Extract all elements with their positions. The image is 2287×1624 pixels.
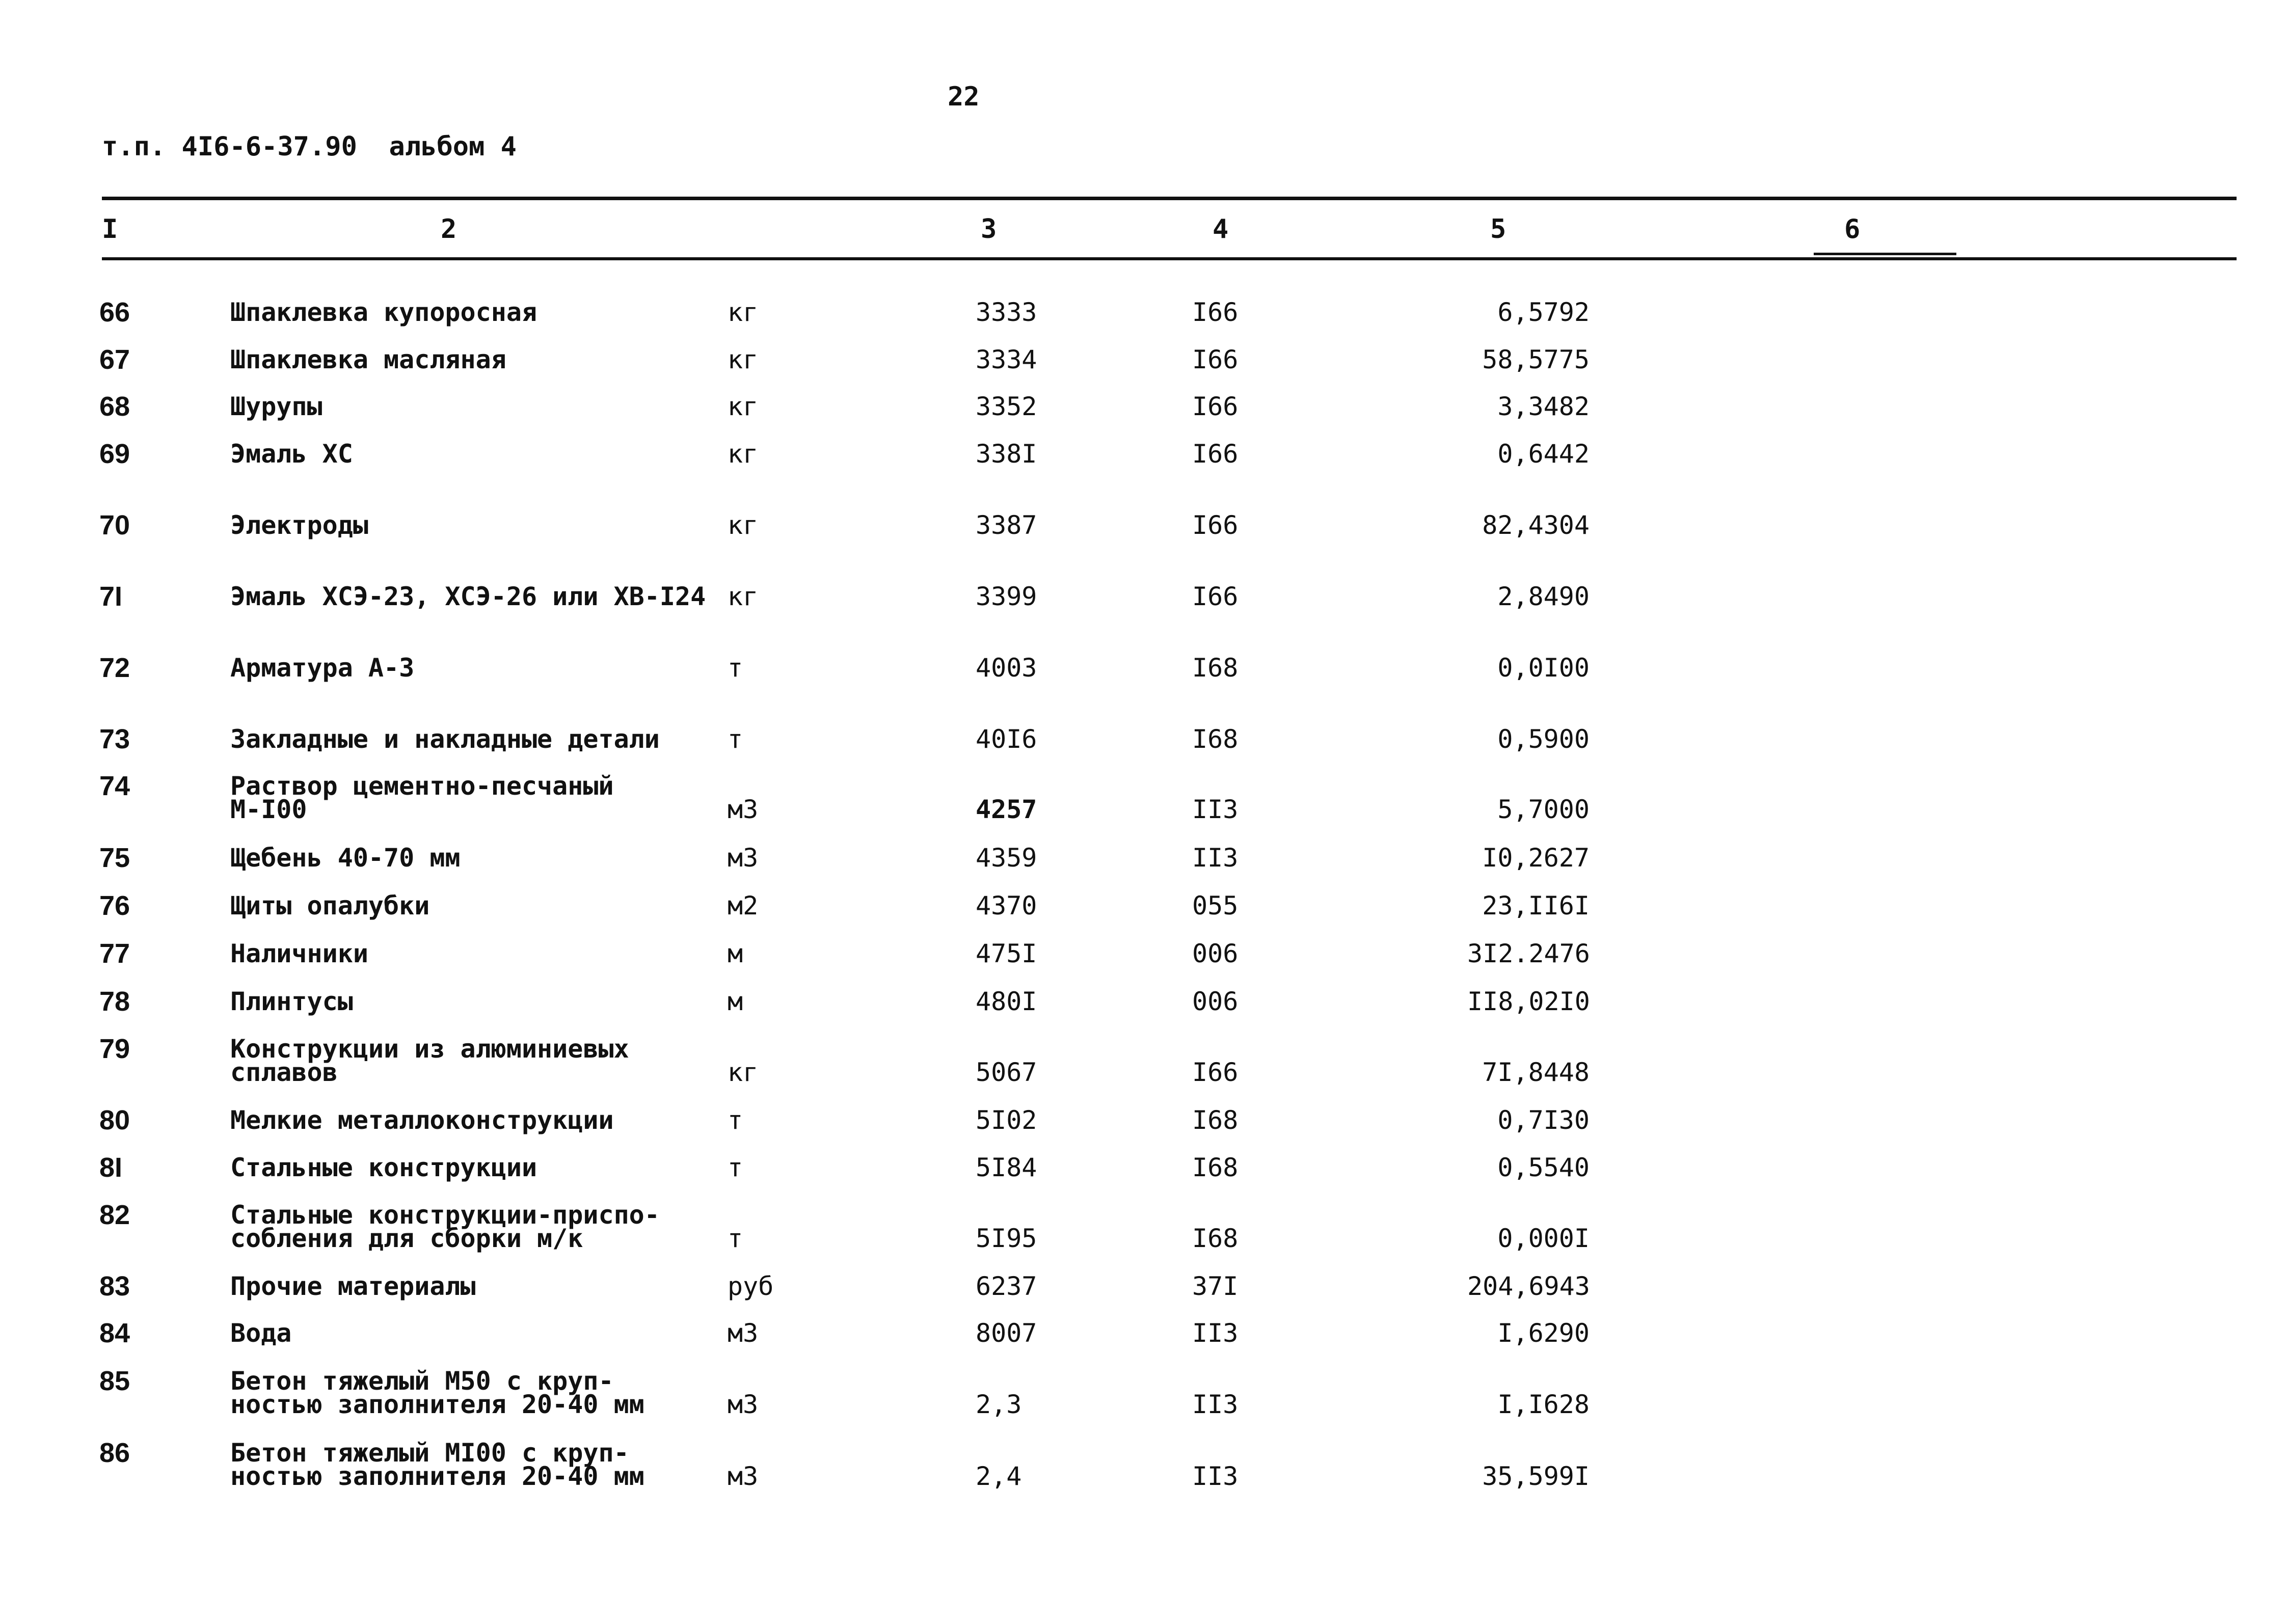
quantity: 0,0I00 xyxy=(1497,653,1590,683)
material-name: Эмаль ХС xyxy=(230,439,353,469)
row-number: 66 xyxy=(99,297,130,328)
table-row xyxy=(0,391,2287,444)
material-name: Шурупы xyxy=(230,392,322,421)
material-name: Шпаклевка купоросная xyxy=(230,297,537,327)
quantity: 5,7000 xyxy=(1497,795,1590,824)
row-number: 77 xyxy=(99,938,130,969)
code: 5I95 xyxy=(976,1224,1037,1253)
unit: т xyxy=(728,653,743,683)
unit: м3 xyxy=(728,1318,759,1348)
price-group: I68 xyxy=(1192,724,1239,754)
column-header-1: I xyxy=(102,214,118,245)
material-name: Бетон тяжелый МI00 с круп- ностью заполнителя 20-40 мм xyxy=(230,1438,644,1491)
material-name: Стальные конструкции-приспо- собления для сборки м/к xyxy=(230,1200,660,1253)
quantity: 7I,8448 xyxy=(1482,1058,1590,1087)
row-number: 69 xyxy=(99,439,130,469)
material-name: Наличники xyxy=(230,939,368,968)
price-group: II3 xyxy=(1192,1318,1239,1348)
price-group: I66 xyxy=(1192,1058,1239,1087)
price-group: II3 xyxy=(1192,843,1239,873)
unit: т xyxy=(728,1105,743,1135)
unit: руб xyxy=(728,1271,774,1301)
table-row xyxy=(0,344,2287,397)
table-row xyxy=(0,771,2287,824)
row-number: 85 xyxy=(99,1366,130,1396)
row-number: 74 xyxy=(99,771,130,801)
unit: т xyxy=(728,724,743,754)
code: 3334 xyxy=(976,345,1037,374)
code: 2,4 xyxy=(976,1461,1022,1491)
table-top-rule xyxy=(102,197,2237,200)
material-name: Закладные и накладные детали xyxy=(230,724,660,754)
quantity: 35,599I xyxy=(1482,1461,1590,1491)
unit: кг xyxy=(728,297,759,327)
row-number: 68 xyxy=(99,391,130,422)
price-group: 37I xyxy=(1192,1271,1239,1301)
quantity: 2,8490 xyxy=(1497,582,1590,611)
quantity: I,6290 xyxy=(1497,1318,1590,1348)
code: 4359 xyxy=(976,843,1037,873)
quantity: 0,6442 xyxy=(1497,439,1590,469)
table-row xyxy=(0,1366,2287,1419)
unit: кг xyxy=(728,582,759,611)
column-header-4: 4 xyxy=(1213,214,1229,245)
table-row xyxy=(0,1034,2287,1087)
material-name: Шпаклевка масляная xyxy=(230,345,506,374)
code: 4257 xyxy=(976,795,1037,824)
material-name: Прочие материалы xyxy=(230,1271,476,1301)
price-group: I66 xyxy=(1192,510,1239,540)
price-group: I66 xyxy=(1192,582,1239,611)
table-row xyxy=(0,890,2287,943)
unit: кг xyxy=(728,1058,759,1087)
code: 475I xyxy=(976,939,1037,968)
table-row xyxy=(0,439,2287,491)
column-header-6: 6 xyxy=(1844,214,1861,245)
row-number: 83 xyxy=(99,1271,130,1302)
unit: кг xyxy=(728,439,759,469)
row-number: 73 xyxy=(99,724,130,754)
price-group: I66 xyxy=(1192,439,1239,469)
table-row xyxy=(0,1271,2287,1323)
code: 2,3 xyxy=(976,1390,1022,1419)
table-row xyxy=(0,1105,2287,1157)
code: 4003 xyxy=(976,653,1037,683)
quantity: I,I628 xyxy=(1497,1390,1590,1419)
table-row xyxy=(0,986,2287,1039)
code: 6237 xyxy=(976,1271,1037,1301)
code: 4370 xyxy=(976,891,1037,921)
price-group: I66 xyxy=(1192,345,1239,374)
row-number: 72 xyxy=(99,653,130,683)
quantity: 0,000I xyxy=(1497,1224,1590,1253)
quantity: 0,5540 xyxy=(1497,1153,1590,1182)
table-row xyxy=(0,297,2287,349)
unit: т xyxy=(728,1224,743,1253)
row-number: 82 xyxy=(99,1200,130,1230)
price-group: I68 xyxy=(1192,1153,1239,1182)
row-number: 8I xyxy=(99,1152,123,1183)
quantity: 82,4304 xyxy=(1482,510,1590,540)
price-group: I68 xyxy=(1192,1105,1239,1135)
price-group: II3 xyxy=(1192,795,1239,824)
table-row xyxy=(0,1438,2287,1491)
code: 480I xyxy=(976,987,1037,1016)
quantity: 23,II6I xyxy=(1482,891,1590,921)
row-number: 86 xyxy=(99,1438,130,1468)
unit: м2 xyxy=(728,891,759,921)
row-number: 7I xyxy=(99,581,123,612)
table-row xyxy=(0,653,2287,705)
material-name: Мелкие металлоконструкции xyxy=(230,1105,614,1135)
row-number: 80 xyxy=(99,1105,130,1135)
table-row xyxy=(0,724,2287,776)
price-group: I66 xyxy=(1192,297,1239,327)
material-name: Конструкции из алюминиевых сплавов xyxy=(230,1034,629,1087)
table-row xyxy=(0,581,2287,634)
quantity: 204,6943 xyxy=(1467,1271,1590,1301)
table-row xyxy=(0,843,2287,895)
unit: кг xyxy=(728,345,759,374)
material-name: Щиты опалубки xyxy=(230,891,430,921)
price-group: II3 xyxy=(1192,1390,1239,1419)
quantity: 3,3482 xyxy=(1497,392,1590,421)
unit: м xyxy=(728,987,743,1016)
column-header-3: 3 xyxy=(981,214,997,245)
row-number: 84 xyxy=(99,1318,130,1348)
table-row xyxy=(0,510,2287,562)
table-row xyxy=(0,1200,2287,1253)
code: 3387 xyxy=(976,510,1037,540)
table-header-rule xyxy=(102,257,2237,260)
column-6-underline xyxy=(1814,253,1956,255)
material-name: Щебень 40-70 мм xyxy=(230,843,461,873)
price-group: 006 xyxy=(1192,939,1239,968)
unit: м3 xyxy=(728,843,759,873)
material-name: Стальные конструкции xyxy=(230,1153,537,1182)
code: 5I84 xyxy=(976,1153,1037,1182)
material-name: Вода xyxy=(230,1318,292,1348)
row-number: 67 xyxy=(99,344,130,375)
quantity: 0,7I30 xyxy=(1497,1105,1590,1135)
price-group: I66 xyxy=(1192,392,1239,421)
code: 3399 xyxy=(976,582,1037,611)
table-row xyxy=(0,1152,2287,1205)
code: 3352 xyxy=(976,392,1037,421)
code: 5I02 xyxy=(976,1105,1037,1135)
unit: т xyxy=(728,1153,743,1182)
material-name: Плинтусы xyxy=(230,987,353,1016)
unit: кг xyxy=(728,510,759,540)
price-group: I68 xyxy=(1192,1224,1239,1253)
quantity: I0,2627 xyxy=(1482,843,1590,873)
column-header-2: 2 xyxy=(441,214,457,245)
material-name: Арматура А-3 xyxy=(230,653,415,683)
material-name: Эмаль ХСЭ-23, ХСЭ-26 или ХВ-I24 xyxy=(230,582,706,611)
page-number: 22 xyxy=(948,82,980,112)
material-name: Электроды xyxy=(230,510,368,540)
row-number: 79 xyxy=(99,1034,130,1064)
row-number: 75 xyxy=(99,843,130,873)
column-header-5: 5 xyxy=(1490,214,1506,245)
price-group: I68 xyxy=(1192,653,1239,683)
material-name: Бетон тяжелый М50 с круп- ностью заполнителя 20-40 мм xyxy=(230,1366,644,1419)
code: 8007 xyxy=(976,1318,1037,1348)
quantity: 6,5792 xyxy=(1497,297,1590,327)
price-group: II3 xyxy=(1192,1461,1239,1491)
row-number: 76 xyxy=(99,890,130,921)
quantity: 0,5900 xyxy=(1497,724,1590,754)
quantity: 58,5775 xyxy=(1482,345,1590,374)
code: 5067 xyxy=(976,1058,1037,1087)
document-reference: т.п. 4I6-6-37.90 альбом 4 xyxy=(102,131,517,162)
code: 3333 xyxy=(976,297,1037,327)
price-group: 006 xyxy=(1192,987,1239,1016)
code: 40I6 xyxy=(976,724,1037,754)
material-name: Раствор цементно-песчаный М-I00 xyxy=(230,771,614,824)
code: 338I xyxy=(976,439,1037,469)
price-group: 055 xyxy=(1192,891,1239,921)
quantity: 3I2.2476 xyxy=(1467,939,1590,968)
unit: кг xyxy=(728,392,759,421)
row-number: 70 xyxy=(99,510,130,540)
table-row xyxy=(0,938,2287,991)
unit: м xyxy=(728,939,743,968)
unit: м3 xyxy=(728,1461,759,1491)
unit: м3 xyxy=(728,1390,759,1419)
row-number: 78 xyxy=(99,986,130,1017)
unit: м3 xyxy=(728,795,759,824)
quantity: II8,02I0 xyxy=(1467,987,1590,1016)
table-row xyxy=(0,1318,2287,1370)
